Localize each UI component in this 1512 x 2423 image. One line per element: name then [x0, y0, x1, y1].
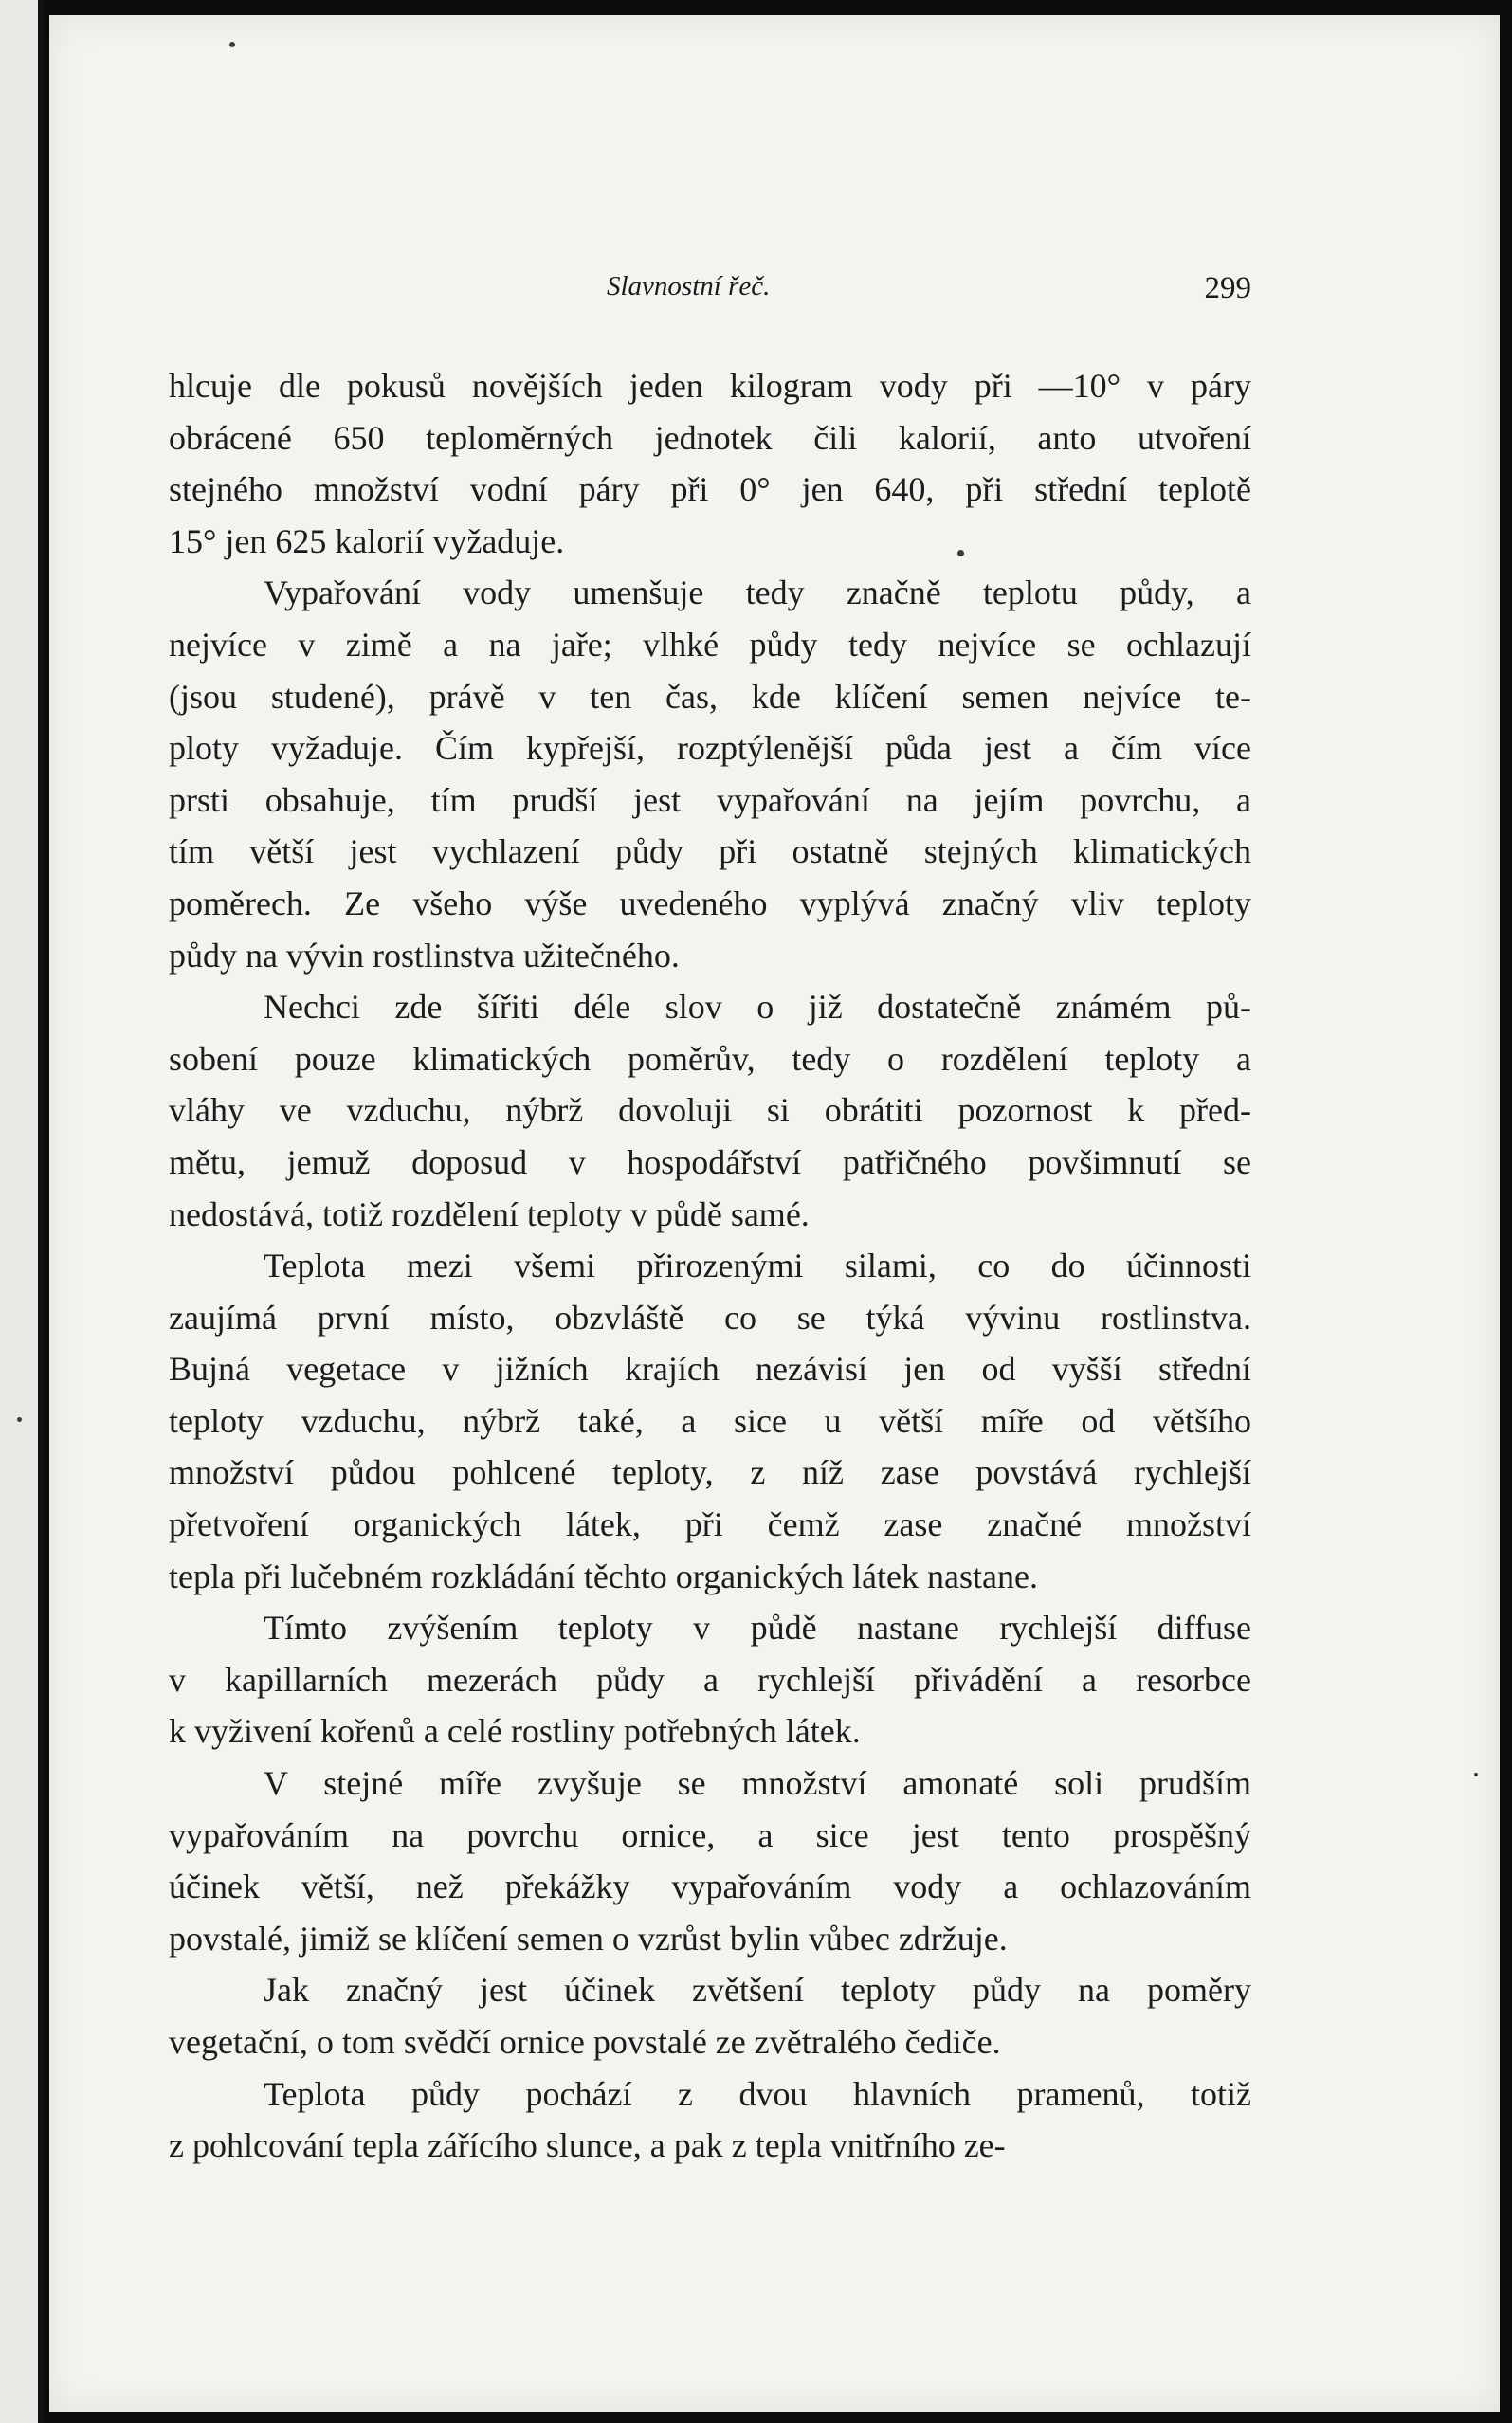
paragraph: [169, 1964, 1251, 2068]
paragraph: [169, 567, 1251, 981]
facing-page-edge: [0, 0, 44, 2423]
text-line: Teplota půdy pochází z dvou hlavních pramenů, totiž: [264, 2074, 1251, 2113]
paragraph: [169, 1240, 1251, 1602]
text-line: nedostává, totiž rozdělení teploty v půdě samé.: [169, 1194, 810, 1233]
text-line: Tímto zvýšením teploty v půdě nastane rychlejší diffuse: [264, 1609, 1251, 1648]
text-line: Jak značný jest účinek zvětšení teploty půdy na poměry: [264, 1971, 1251, 2010]
scan-speck: [957, 550, 964, 556]
text-line: množství půdou pohlcené teploty, z níž zase povstává rychlejší: [169, 1453, 1251, 1492]
text-line: tepla při lučebném rozkládání těchto organických látek nastane.: [169, 1557, 1038, 1595]
scan-speck: [17, 1417, 22, 1422]
text-line: obrácené 650 teploměrných jednotek čili kalorií, anto utvoření: [169, 418, 1251, 457]
paragraph: [169, 1602, 1251, 1758]
scan-speck: [1474, 1773, 1478, 1776]
text-line: vegetační, o tom svědčí ornice povstalé ze zvětralého čediče.: [169, 2023, 1001, 2061]
page-header: [607, 271, 1270, 309]
text-line: teploty vzduchu, nýbrž také, a sice u větší míře od většího: [169, 1401, 1251, 1440]
text-line: Teplota mezi všemi přirozenými silami, co do účinnosti: [264, 1247, 1251, 1285]
paragraph: [169, 2068, 1251, 2172]
text-line: povstalé, jimiž se klíčení semen o vzrůst bylin vůbec zdržuje.: [169, 1919, 1008, 1958]
text-line: 15° jen 625 kalorií vyžaduje.: [169, 521, 565, 560]
scan-speck: [229, 42, 235, 47]
paragraph: [169, 981, 1251, 1240]
text-line: stejného množství vodní páry při 0° jen 640, při střední teplotě: [169, 470, 1251, 509]
text-line: vypařováním na povrchu ornice, a sice jest tento prospěšný: [169, 1815, 1251, 1854]
page-number: 299: [1204, 271, 1251, 305]
text-line: k vyživení kořenů a celé rostliny potřebných látek.: [169, 1712, 861, 1751]
text-line: v kapillarních mezerách půdy a rychlejší přivádění a resorbce: [169, 1660, 1251, 1699]
paragraph: [169, 360, 1251, 567]
text-line: nejvíce v zimě a na jaře; vlhké půdy tedy nejvíce se ochlazují: [169, 625, 1251, 664]
text-line: účinek větší, než překážky vypařováním vody a ochlazováním: [169, 1867, 1251, 1906]
text-line: Nechci zde šířiti déle slov o již dostatečně známém pů-: [264, 988, 1251, 1027]
text-line: půdy na vývin rostlinstva užitečného.: [169, 936, 680, 975]
text-line: vláhy ve vzduchu, nýbrž dovoluji si obrátiti pozornost k před-: [169, 1091, 1251, 1130]
text-line: Vypařování vody umenšuje tedy značně teplotu půdy, a: [264, 574, 1251, 612]
text-line: (jsou studené), právě v ten čas, kde klíčení semen nejvíce te-: [169, 677, 1251, 716]
text-line: V stejné míře zvyšuje se množství amonaté soli prudším: [264, 1764, 1251, 1803]
text-line: mětu, jemuž doposud v hospodářství patřičného povšimnutí se: [169, 1142, 1251, 1181]
text-line: hlcuje dle pokusů novějších jeden kilogram vody při —10° v páry: [169, 367, 1251, 405]
paragraph: [169, 1758, 1251, 1964]
text-line: zaujímá první místo, obzvláště co se týká vývinu rostlinstva.: [169, 1298, 1251, 1337]
text-line: Bujná vegetace v jižních krajích nezávisí jen od vyšší střední: [169, 1350, 1251, 1389]
text-line: přetvoření organických látek, při čemž zase značné množství: [169, 1505, 1251, 1544]
text-line: tím větší jest vychlazení půdy při ostatně stejných klimatických: [169, 832, 1251, 871]
body-text: [169, 360, 1251, 2172]
text-line: prsti obsahuje, tím prudší jest vypařování na jejím povrchu, a: [169, 780, 1251, 819]
text-line: z pohlcování tepla zářícího slunce, a pak z tepla vnitřního ze-: [169, 2126, 1006, 2165]
text-line: poměrech. Ze všeho výše uvedeného vyplývá značný vliv teploty: [169, 884, 1251, 922]
text-line: ploty vyžaduje. Čím kypřejší, rozptýlenější půda jest a čím více: [169, 729, 1251, 768]
running-title: Slavnostní řeč.: [607, 271, 771, 301]
text-line: sobení pouze klimatických poměrův, tedy o rozdělení teploty a: [169, 1039, 1251, 1078]
